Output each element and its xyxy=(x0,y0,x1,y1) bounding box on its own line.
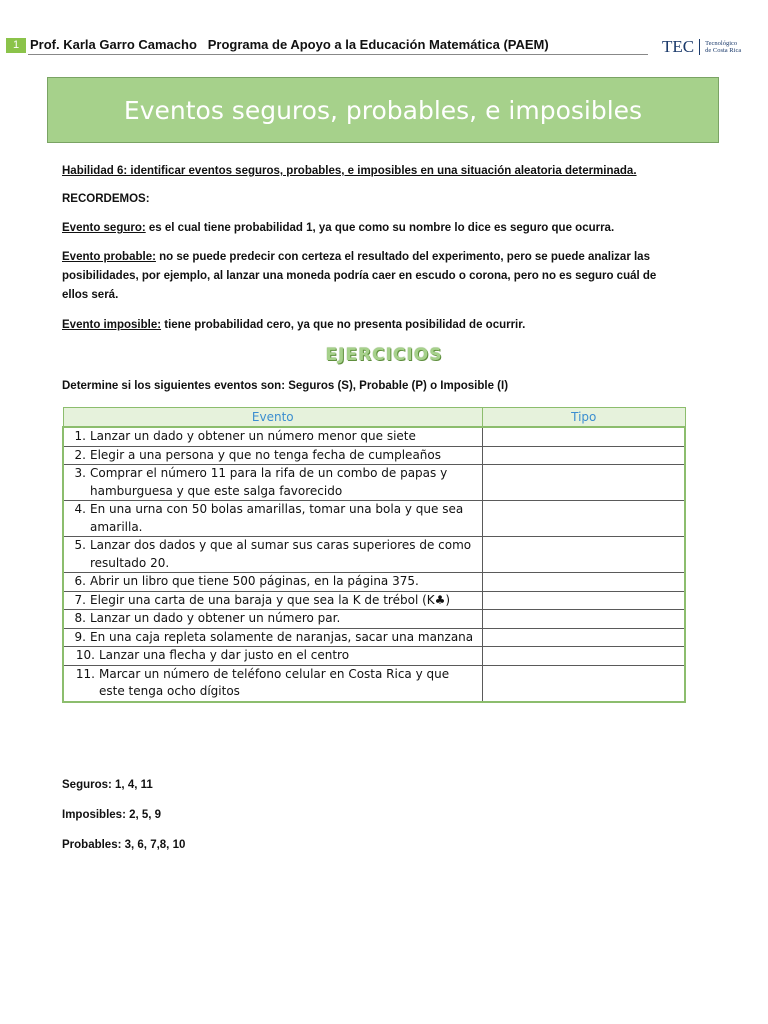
events-table xyxy=(62,407,686,703)
event-number: 11. xyxy=(75,666,95,681)
event-number: 4. xyxy=(74,502,86,516)
definition-seguro xyxy=(62,219,662,238)
answer-seguros: Seguros: 1, 4, 11 xyxy=(62,779,153,791)
logo-main: TEC xyxy=(662,37,695,56)
event-number: 8. xyxy=(74,611,86,625)
title-banner xyxy=(47,77,719,143)
event-number: 7. xyxy=(74,592,86,607)
header-evento: Evento xyxy=(63,408,483,428)
event-text: Lanzar un dado y obtener un número par. xyxy=(90,611,341,625)
event-number: 1. xyxy=(74,429,86,443)
imposible-term: Evento imposible: xyxy=(62,319,162,331)
event-cell xyxy=(63,628,483,647)
table-row xyxy=(63,537,685,573)
tipo-cell[interactable] xyxy=(483,446,686,465)
event-text: Abrir un libro que tiene 500 páginas, en la página 375. xyxy=(90,574,419,588)
tipo-cell[interactable] xyxy=(483,427,686,446)
event-cell xyxy=(63,427,483,446)
table-header-row xyxy=(63,408,685,428)
exercises-heading: EJERCICIOS xyxy=(325,345,443,365)
event-text: En una urna con 50 bolas amarillas, tomar una bola y que sea amarilla. xyxy=(90,502,464,534)
event-number: 2. xyxy=(74,447,86,462)
tipo-cell[interactable] xyxy=(483,647,686,666)
event-number: 3. xyxy=(74,466,86,480)
table-row xyxy=(63,573,685,592)
seguro-term: Evento seguro: xyxy=(62,222,146,234)
page-title: Eventos seguros, probables, e imposibles xyxy=(123,95,643,125)
event-number: 10. xyxy=(75,648,95,662)
tipo-cell[interactable] xyxy=(483,537,686,573)
header-divider xyxy=(28,54,648,55)
habilidad-text: Habilidad 6: identificar eventos seguros, probables, e imposibles en una situación aleatoria determinada. xyxy=(62,165,637,177)
event-cell xyxy=(63,610,483,629)
event-cell xyxy=(63,665,483,702)
event-text: Comprar el número 11 para la rifa de un combo de papas y hamburguesa y que este salga favorecido xyxy=(90,466,448,498)
logo-divider xyxy=(699,39,700,55)
event-number: 9. xyxy=(74,629,86,644)
event-text: Elegir a una persona y que no tenga fecha de cumpleaños xyxy=(90,447,441,462)
definition-imposible xyxy=(62,316,662,335)
table-row xyxy=(63,427,685,446)
tipo-cell[interactable] xyxy=(483,465,686,501)
seguro-text: es el cual tiene probabilidad 1, ya que como su nombre lo dice es seguro que ocurra. xyxy=(145,222,615,234)
event-cell xyxy=(63,591,483,610)
event-text: En una caja repleta solamente de naranjas, sacar una manzana xyxy=(90,629,474,644)
table-row xyxy=(63,446,685,465)
event-cell xyxy=(63,501,483,537)
table-row xyxy=(63,591,685,610)
imposible-text: tiene probabilidad cero, ya que no presenta posibilidad de ocurrir. xyxy=(161,319,526,331)
tipo-cell[interactable] xyxy=(483,501,686,537)
tipo-cell[interactable] xyxy=(483,628,686,647)
tipo-cell[interactable] xyxy=(483,591,686,610)
tipo-cell[interactable] xyxy=(483,573,686,592)
event-cell xyxy=(63,446,483,465)
logo-subtitle: Tecnológico de Costa Rica xyxy=(705,40,742,54)
table-body xyxy=(63,427,685,702)
table-row xyxy=(63,501,685,537)
tec-logo xyxy=(662,36,741,58)
event-number: 6. xyxy=(74,574,86,588)
probable-term: Evento probable: xyxy=(62,251,156,263)
exercises-heading-wrap xyxy=(0,345,768,365)
page-number: 1 xyxy=(6,38,26,53)
event-text: Marcar un número de teléfono celular en Costa Rica y que este tenga ocho dígitos xyxy=(99,666,450,698)
event-cell xyxy=(63,573,483,592)
answer-probables: Probables: 3, 6, 7,8, 10 xyxy=(62,839,186,851)
answer-imposibles: Imposibles: 2, 5, 9 xyxy=(62,809,162,821)
definition-probable xyxy=(62,248,662,305)
table-row xyxy=(63,665,685,702)
header-tipo: Tipo xyxy=(483,408,686,428)
event-cell xyxy=(63,465,483,501)
probable-text: no se puede predecir con certeza el resultado del experimento, pero se puede analizar las posibilidades, por ejemplo, al lanzar una moneda podría caer en escudo o corona, pero no es seguro cuál de ellos será. xyxy=(62,251,657,301)
table-row xyxy=(63,647,685,666)
event-cell xyxy=(63,647,483,666)
event-text: Lanzar dos dados y que al sumar sus caras superiores de como resultado 20. xyxy=(90,538,472,570)
table-row xyxy=(63,610,685,629)
event-text: Lanzar un dado y obtener un número menor que siete xyxy=(90,429,416,443)
table-row xyxy=(63,628,685,647)
event-number: 5. xyxy=(74,538,86,552)
table-row xyxy=(63,465,685,501)
instruction-text: Determine si los siguientes eventos son: Seguros (S), Probable (P) o Imposible (I) xyxy=(62,380,509,392)
tipo-cell[interactable] xyxy=(483,665,686,702)
event-cell xyxy=(63,537,483,573)
event-text: Elegir una carta de una baraja y que sea la K de trébol (K♣) xyxy=(90,592,451,607)
event-text: Lanzar una flecha y dar justo en el centro xyxy=(99,648,350,662)
header-text: Prof. Karla Garro Camacho Programa de Apoyo a la Educación Matemática (PAEM) xyxy=(30,37,549,52)
page-header xyxy=(0,36,768,56)
recordemos-label: RECORDEMOS: xyxy=(62,193,150,205)
tipo-cell[interactable] xyxy=(483,610,686,629)
